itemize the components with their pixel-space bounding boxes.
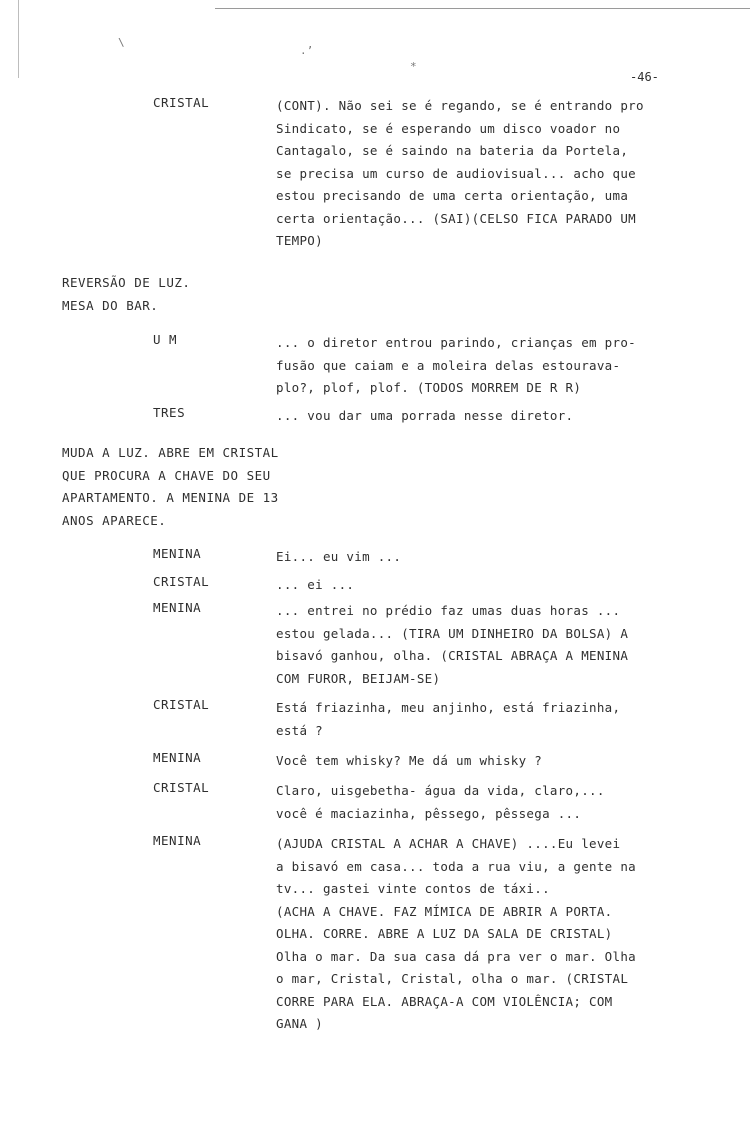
dialogue-text (276, 95, 696, 253)
dialogue-line: (AJUDA CRISTAL A ACHAR A CHAVE) ....Eu levei (276, 836, 621, 851)
dialogue-text (276, 546, 696, 569)
dialogue-line: OLHA. CORRE. ABRE A LUZ DA SALA DE CRISTAL) (276, 926, 613, 941)
dialogue-line: a bisavó em casa... toda a rua viu, a gente na (276, 858, 636, 874)
stage-direction (62, 442, 362, 532)
dialogue-text (276, 405, 696, 428)
stage-direction (62, 272, 362, 317)
dialogue-line: estou gelada... (TIRA UM DINHEIRO DA BOLSA) A (276, 625, 629, 641)
dialogue-line: está ? (276, 722, 323, 738)
dialogue-line: estou precisando de uma certa orientação, uma (276, 188, 629, 203)
dialogue-line: (CONT). Não sei se é regando, se é entrando pro (276, 98, 644, 113)
dialogue-line: bisavó ganhou, olha. (CRISTAL ABRAÇA A MENINA (276, 648, 629, 663)
speaker-name: U M (153, 332, 178, 347)
stray-mark: .’ (300, 44, 314, 57)
speaker-name: CRISTAL (153, 574, 210, 589)
dialogue-line: ... ei ... (276, 577, 355, 592)
dialogue-text (276, 697, 696, 742)
dialogue-line: certa orientação... (SAI)(CELSO FICA PARADO UM (276, 210, 636, 226)
dialogue-line: se precisa um curso de audiovisual... acho que (276, 165, 636, 181)
dialogue-line: ... entrei no prédio faz umas duas horas ... (276, 603, 621, 618)
stage-line: APARTAMENTO. A MENINA DE 13 (62, 490, 279, 505)
dialogue-text (276, 600, 696, 690)
dialogue-text (276, 833, 696, 1036)
stray-mark: * (410, 60, 417, 73)
dialogue-line: Sindicato, se é esperando um disco voador no (276, 120, 621, 136)
speaker-name: MENINA (153, 750, 202, 765)
stage-line: MESA DO BAR. (62, 297, 159, 313)
dialogue-line: fusão que caiam e a moleira delas estourava- (276, 357, 621, 373)
stage-line: ANOS APARECE. (62, 512, 167, 528)
dialogue-line: Claro, uisgebetha- água da vida, claro,... (276, 783, 605, 798)
dialogue-text (276, 780, 696, 825)
page-left-edge (18, 0, 19, 78)
dialogue-line: você é maciazinha, pêssego, pêssega ... (276, 805, 582, 821)
stage-line: QUE PROCURA A CHAVE DO SEU (62, 467, 271, 483)
page-top-edge (215, 8, 750, 9)
stray-mark: \ (118, 36, 125, 49)
speaker-name: CRISTAL (153, 780, 210, 795)
dialogue-text (276, 574, 696, 597)
dialogue-line: o mar, Cristal, Cristal, olha o mar. (CRISTAL (276, 971, 629, 986)
dialogue-line: Ei... eu vim ... (276, 549, 402, 564)
dialogue-line: tv... gastei vinte contos de táxi.. (276, 881, 550, 896)
page-number: -46- (630, 70, 659, 84)
dialogue-line: ... o diretor entrou parindo, crianças em pro- (276, 335, 636, 350)
dialogue-line: ... vou dar uma porrada nesse diretor. (276, 408, 574, 423)
stage-line: MUDA A LUZ. ABRE EM CRISTAL (62, 445, 279, 460)
dialogue-line: COM FUROR, BEIJAM-SE) (276, 670, 441, 686)
dialogue-text (276, 332, 696, 400)
speaker-name: TRES (153, 405, 186, 420)
dialogue-line: Olha o mar. Da sua casa dá pra ver o mar. Olha (276, 948, 636, 964)
speaker-name: CRISTAL (153, 697, 210, 712)
speaker-name: MENINA (153, 546, 202, 561)
dialogue-line: CORRE PARA ELA. ABRAÇA-A COM VIOLÊNCIA; COM (276, 993, 613, 1009)
dialogue-text (276, 750, 696, 773)
dialogue-line: Você tem whisky? Me dá um whisky ? (276, 753, 543, 768)
dialogue-line: GANA ) (276, 1016, 323, 1031)
speaker-name: MENINA (153, 833, 202, 848)
stage-line: REVERSÃO DE LUZ. (62, 275, 191, 290)
speaker-name: MENINA (153, 600, 202, 615)
dialogue-line: plo?, plof, plof. (TODOS MORREM DE R R) (276, 380, 582, 395)
dialogue-line: (ACHA A CHAVE. FAZ MÍMICA DE ABRIR A PORTA. (276, 903, 613, 919)
dialogue-line: Está friazinha, meu anjinho, está friazinha, (276, 700, 621, 715)
speaker-name: CRISTAL (153, 95, 210, 110)
dialogue-line: TEMPO) (276, 233, 323, 248)
dialogue-line: Cantagalo, se é saindo na bateria da Portela, (276, 143, 629, 158)
